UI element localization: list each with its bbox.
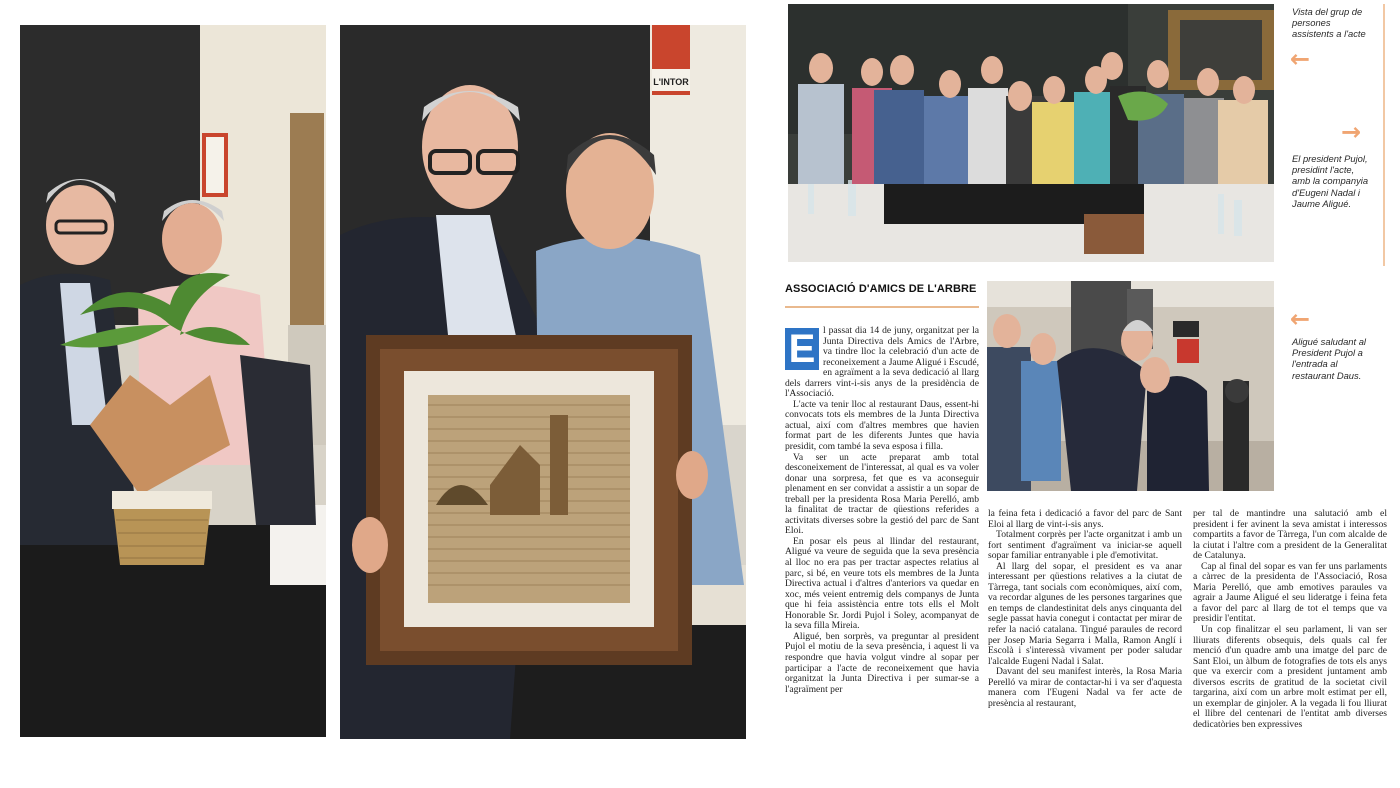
paragraph: Totalment corprès per l'acte organitzat i amb un fort sentiment d'agraïment va iniciar-se aquell sopar familiar entranyable i ple d'emotivitat.: [988, 529, 1182, 562]
sidebar-divider: [1383, 4, 1385, 266]
article-column-2: [988, 509, 1182, 709]
paragraph: l passat dia 14 de juny, organitzat per la Junta Directiva dels Amics de l'Arbre, va tindre lloc la celebració d'un acte de reconeixement a Jaume Aligué i Escudé, en agraïment a la seva dedicació al llarg dels darrers vint-i-sis anys de la presidència de l'Associació.: [785, 325, 979, 400]
photo-group: [788, 4, 1274, 262]
paragraph: En posar els peus al llindar del restaurant, Aligué va veure de seguida que la seva presència al lloc no era pas per tractar aspectes relatius al parc, si bé, en veure tots els membres de la Junta Directiva actual i d'altres d'anteriors va quedar en xoc, més veient entremig dels companys de Junta que hi feia assistència entre tots ells el Molt Honorable Sr. Jordi Pujol i Soley, acompanyat de la seva filla Mireia.: [785, 535, 979, 632]
arrow-left-icon: ←: [1290, 45, 1311, 73]
paragraph: L'acte va tenir lloc al restaurant Daus, essent-hi convocats tots els membres de la Junta Directiva actual, així com d'altres membres que havien format part de les diferents Juntes que havia presidit, com també la seva esposa i filla.: [785, 398, 979, 453]
arrow-right-icon: →: [1341, 118, 1362, 146]
photo-greeting: [987, 281, 1274, 491]
article-column-3: [1193, 509, 1387, 730]
paragraph: Aligué, ben sorprès, va preguntar al president Pujol el motiu de la seva presència, i aquest li va respondre que havia volgut vindre al sopar per participar a l'acte de reconeixement que havia organitzat la Junta Directiva i per sumar-se a l'agraïment per: [785, 630, 979, 695]
paragraph: Al llarg del sopar, el president es va anar interessant per qüestions relatives a la ciutat de Tàrrega, tant socials com econòmiques, així com, va recordar algunes de les persones targarines que en temps de clandestinitat dels anys cinquanta del segle passat havia conegut i contactat per mirar de refer la nació catalana. Tingué paraules de record per Josep Maria Segarra i Malla, Ramon Anglí i Escolà i s'interessà vivament per poder saludar l'alcalde Eugeni Nadal i Salat.: [988, 560, 1182, 667]
headline-divider: [785, 306, 979, 308]
paragraph: Davant del seu manifest interès, la Rosa Maria Perelló va mirar de contactar-hi i va ser d'aquesta manera com l'Eugeni Nadal va fer acte de presència al restaurant,: [988, 666, 1182, 709]
paragraph: per tal de mantindre una salutació amb el president i fer avinent la seva amistat i interessos compartits a favor de Tàrrega, l'un com alcalde de la ciutat i l'altre com a president de la Generalitat de Catalunya.: [1193, 508, 1387, 562]
article-headline: ASSOCIACIÓ D'AMICS DE L'ARBRE: [785, 283, 977, 295]
drop-cap: E: [785, 328, 819, 370]
arrow-left-icon: ←: [1290, 305, 1311, 333]
paragraph: Un cop finalitzar el seu parlament, li van ser lliurats diferents obsequis, dels quals cal fer menció d'un quadre amb una imatge del parc de Sant Eloi, un àlbum de fotografies de tots els anys que va exercir com a president juntament amb diversos escrits de gratitud de la societat civil targarina, així com un arbre molt estimat per ell, un exemplar de ginjoler. A la vegada li fou lliurat el llibre del centenari de l'entitat amb diverses dedicatòries ben expressives: [1193, 624, 1387, 730]
caption-greeting: Aligué saludant al President Pujol a l'entrada al restaurant Daus.: [1292, 336, 1367, 381]
article-column-1: [785, 326, 979, 695]
paragraph: Cap al final del sopar es van fer uns parlaments a càrrec de la presidenta de l'Associació, Rosa Maria Perelló, que amb emotives paraules va agrair a Jaume Aligué el seu lideratge i feina feta a favor del parc al llarg de tot el temps que va presidir l'entitat.: [1193, 560, 1387, 625]
paragraph: Va ser un acte preparat amb total desconeixement de l'interessat, al qual es va voler donar una sorpresa, fet que es va aconseguir plenament en ser convidat a assistir a un sopar de treball per la presidenta Rosa Maria Perelló, amb la finalitat de tractar de qüestions referides a activitats diverses sobre la gestió del parc de Sant Eloi.: [785, 451, 979, 537]
restaurant-sign-text: L'INTOR: [653, 77, 689, 87]
photo-tree-gift: [20, 25, 326, 737]
photo-framed-gift: [340, 25, 746, 739]
paragraph: la feina feta i dedicació a favor del parc de Sant Eloi al llarg de vint-i-sis anys.: [988, 508, 1182, 530]
caption-president: El president Pujol, presidint l'acte, amb la companyia d'Eugeni Nadal i Jaume Aligué.: [1292, 153, 1369, 209]
caption-group: Vista del grup de persones assistents a l'acte: [1292, 6, 1366, 40]
